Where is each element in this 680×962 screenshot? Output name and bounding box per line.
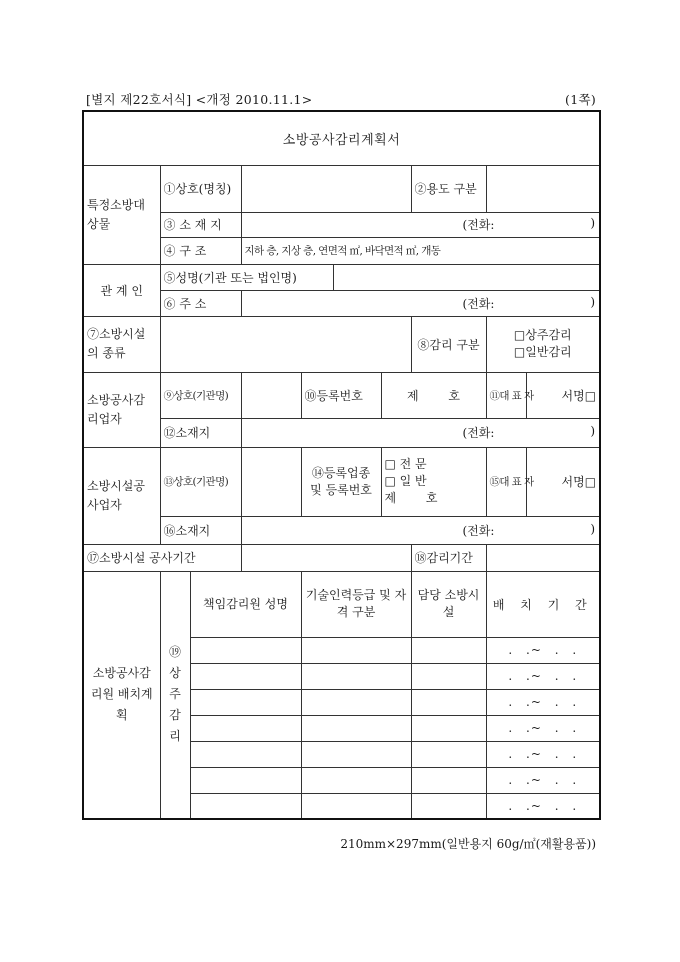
staff-period-cell[interactable]: . .~ . . — [486, 767, 600, 793]
related-name-label: ⑤성명(기관 또는 법인명) — [160, 264, 333, 290]
contractor-reg-specialized-checkbox[interactable]: □ 전 문 — [384, 457, 427, 471]
staff-period-cell[interactable]: . .~ . . — [486, 689, 600, 715]
staff-facility-cell[interactable] — [411, 793, 486, 819]
target-use-label: ②용도 구분 — [411, 165, 486, 212]
staff-facility-cell[interactable] — [411, 715, 486, 741]
related-phone-label: (전화: — [462, 296, 495, 311]
staff-grade-cell[interactable] — [301, 663, 411, 689]
contractor-reg-general-checkbox[interactable]: □ 일 반 — [384, 474, 427, 488]
staff-facility-cell[interactable] — [411, 637, 486, 663]
supervisor-phone-close: ) — [590, 424, 596, 438]
related-phone-close: ) — [590, 294, 596, 309]
col-assigned-facility: 담당 소방시설 — [411, 571, 486, 637]
staff-name-cell[interactable] — [190, 663, 301, 689]
construction-period-label: ⑰소방시설 공사기간 — [83, 544, 241, 571]
staff-grade-cell[interactable] — [301, 793, 411, 819]
contractor-phone-close: ) — [590, 521, 596, 536]
staff-name-cell[interactable] — [190, 793, 301, 819]
option-resident-checkbox[interactable]: □상주감리 — [513, 328, 572, 342]
contractor-name-label: ⑬상호(기관명) — [160, 447, 241, 516]
option-general-checkbox[interactable]: □일반감리 — [513, 345, 572, 359]
staff-facility-cell[interactable] — [411, 663, 486, 689]
related-section-label: 관 계 인 — [83, 264, 160, 316]
supervision-type-label: ⑧감리 구분 — [411, 316, 486, 372]
supervisor-address-label: ⑫소재지 — [160, 418, 241, 447]
target-use-field[interactable] — [486, 165, 600, 212]
staff-grade-cell[interactable] — [301, 637, 411, 663]
staff-name-cell[interactable] — [190, 741, 301, 767]
supervisor-name-label: ⑨상호(기관명) — [160, 372, 241, 418]
supervisor-rep-label: ⑪대 표 자 — [486, 372, 526, 418]
staff-grade-cell[interactable] — [301, 767, 411, 793]
target-address-label: ③ 소 재 지 — [160, 212, 241, 237]
contractor-phone-label: (전화: — [462, 523, 495, 538]
form-number: [별지 제22호서식] <개정 2010.11.1> — [86, 92, 313, 107]
staff-period-cell[interactable]: . .~ . . — [486, 741, 600, 767]
supervisor-phone-label: (전화: — [462, 426, 495, 440]
staff-name-cell[interactable] — [190, 715, 301, 741]
supervision-period-label: ⑱감리기간 — [411, 544, 486, 571]
contractor-address-label: ⑯소재지 — [160, 516, 241, 544]
staffing-sub-label: ⑲ 상주감리 — [160, 571, 190, 819]
target-structure-field[interactable]: 지하 층, 지상 층, 연면적 ㎡, 바닥면적 ㎡, 개동 — [241, 237, 600, 264]
facility-type-label: ⑦소방시설의 종류 — [83, 316, 160, 372]
staff-period-cell[interactable]: . .~ . . — [486, 715, 600, 741]
staff-period-cell[interactable]: . .~ . . — [486, 663, 600, 689]
contractor-sign-field[interactable]: 서명□ — [526, 447, 600, 516]
contractor-reg-label: ⑭등록업종 및 등록번호 — [301, 447, 381, 516]
related-name-field[interactable] — [333, 264, 600, 290]
contractor-section-label: 소방시설공사업자 — [83, 447, 160, 544]
staff-facility-cell[interactable] — [411, 741, 486, 767]
supervisor-sign-field[interactable]: 서명□ — [526, 372, 600, 418]
contractor-reg-number: 제 호 — [384, 491, 438, 505]
related-address-field[interactable] — [241, 290, 600, 316]
staff-name-cell[interactable] — [190, 767, 301, 793]
staff-period-cell[interactable]: . .~ . . — [486, 793, 600, 819]
form-title: 소방공사감리계획서 — [83, 111, 600, 165]
staffing-section-label: 소방공사감리원 배치계획 — [83, 571, 160, 819]
target-section-label: 특정소방대상물 — [83, 165, 160, 264]
supervision-plan-form — [82, 110, 601, 820]
contractor-address-field[interactable] — [241, 516, 600, 544]
target-name-label: ①상호(명칭) — [160, 165, 241, 212]
contractor-rep-label: ⑮대 표 자 — [486, 447, 526, 516]
supervisor-address-field[interactable] — [241, 418, 600, 447]
staff-name-cell[interactable] — [190, 637, 301, 663]
target-name-field[interactable] — [241, 165, 411, 212]
supervisor-section-label: 소방공사감리업자 — [83, 372, 160, 447]
target-phone-label: (전화: — [462, 218, 495, 232]
target-phone-close: ) — [590, 216, 596, 230]
supervisor-reg-label: ⑩등록번호 — [301, 372, 381, 418]
page-number: (1쪽) — [565, 92, 596, 107]
supervision-period-field[interactable] — [486, 544, 600, 571]
col-technical-grade: 기술인력등급 및 자격 구분 — [301, 571, 411, 637]
col-chief-supervisor-name: 책임감리원 성명 — [190, 571, 301, 637]
staff-facility-cell[interactable] — [411, 767, 486, 793]
staff-grade-cell[interactable] — [301, 741, 411, 767]
staff-grade-cell[interactable] — [301, 715, 411, 741]
facility-type-field[interactable] — [160, 316, 411, 372]
supervisor-reg-field[interactable]: 제 호 — [381, 372, 486, 418]
staff-name-cell[interactable] — [190, 689, 301, 715]
construction-period-field[interactable] — [241, 544, 411, 571]
paper-spec-footer: 210mm×297mm(일반용지 60g/㎡(재활용품)) — [340, 837, 596, 851]
contractor-reg-field[interactable] — [381, 447, 486, 516]
target-address-field[interactable] — [241, 212, 600, 237]
supervisor-name-field[interactable] — [241, 372, 301, 418]
col-assignment-period: 배 치 기 간 — [486, 571, 600, 637]
staff-grade-cell[interactable] — [301, 689, 411, 715]
contractor-name-field[interactable] — [241, 447, 301, 516]
staff-period-cell[interactable]: . .~ . . — [486, 637, 600, 663]
related-address-label: ⑥ 주 소 — [160, 290, 241, 316]
staff-facility-cell[interactable] — [411, 689, 486, 715]
supervision-type-options — [486, 316, 600, 372]
target-structure-label: ④ 구 조 — [160, 237, 241, 264]
